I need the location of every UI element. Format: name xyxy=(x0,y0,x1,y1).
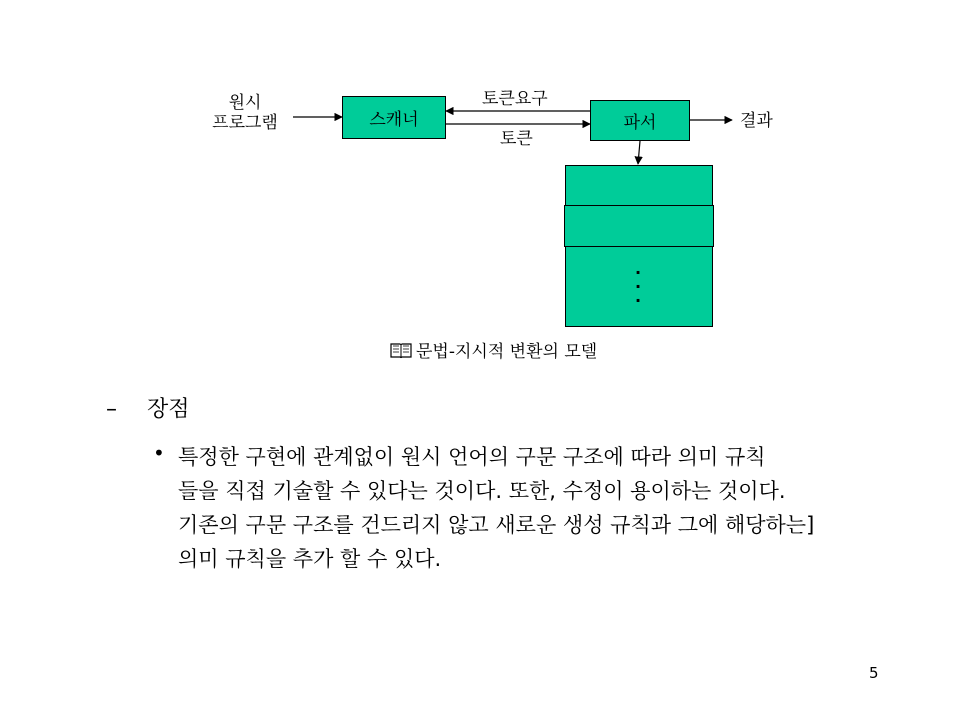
bullet-line-1: 특정한 구현에 관계없이 원시 언어의 구문 구조에 따라 의미 규칙 xyxy=(178,445,766,469)
bullet-line-2: 들을 직접 기술할 수 있다는 것이다. 또한, 수정이 용이하는 것이다. xyxy=(178,479,786,503)
bullet-marker: • xyxy=(153,441,165,465)
section-dash: – xyxy=(106,397,117,422)
ellipsis-dot-3: · xyxy=(634,291,642,310)
stack-ellipsis xyxy=(634,263,642,310)
arrow-parser-to-stack xyxy=(638,141,640,164)
stack-top-cell xyxy=(564,205,714,247)
bullet-line-4: 의미 규칙을 추가 할 수 있다. xyxy=(178,547,442,571)
token-request-label: 토큰요구 xyxy=(482,89,548,109)
ellipsis-dot-2: · xyxy=(634,277,642,296)
bullet-line-3: 기존의 구문 구조를 건드리지 않고 새로운 생성 규칙과 그에 해당하는] xyxy=(178,513,815,537)
scanner-label: 스캐너 xyxy=(369,110,419,130)
figure-caption xyxy=(390,337,597,362)
parser-label: 파서 xyxy=(623,113,657,133)
section-heading xyxy=(106,392,190,423)
section-title: 장점 xyxy=(147,397,190,422)
caption-text: 문법-지시적 변환의 모델 xyxy=(416,342,598,362)
scanner-box xyxy=(342,96,446,139)
parser-box xyxy=(590,100,690,141)
page-number: 5 xyxy=(869,664,879,682)
bullet-paragraph xyxy=(178,440,814,576)
source-label-line1: 원시 xyxy=(228,93,262,113)
token-label: 토큰 xyxy=(500,129,533,149)
source-program-label xyxy=(200,93,290,133)
book-icon xyxy=(390,341,412,359)
result-label: 결과 xyxy=(740,111,773,131)
ellipsis-dot-1: · xyxy=(634,263,642,282)
source-label-line2: 프로그램 xyxy=(212,113,278,133)
